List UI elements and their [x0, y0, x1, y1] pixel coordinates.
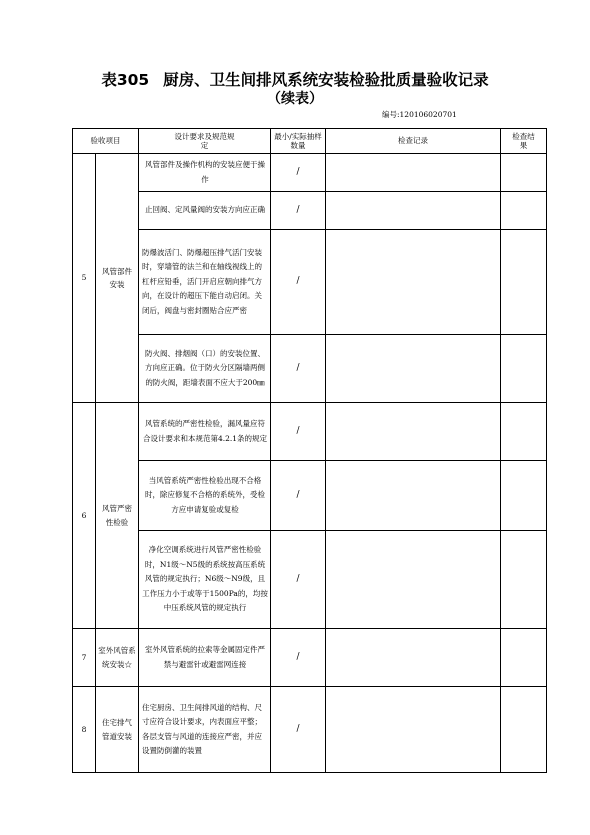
requirement-cell: 净化空调系统进行风管严密性检验时，N1级～N5级的系统按高压系统风管的规定执行；N6级～N9级，且工作压力小于或等于1500Pa的，均按中压系统风管的规定执行 — [139, 531, 271, 629]
record-cell[interactable] — [326, 192, 501, 230]
item-name — [96, 629, 139, 687]
table-row — [73, 230, 547, 335]
item-name-text: 室外风管系统安装☆ — [98, 646, 136, 669]
item-number: 8 — [73, 687, 96, 773]
result-cell[interactable] — [501, 531, 547, 629]
document-code: 编号:120106020701 — [382, 110, 457, 119]
item-number: 7 — [73, 629, 96, 687]
item-name — [96, 687, 139, 773]
item-number: 5 — [73, 154, 96, 403]
sample-cell: / — [271, 461, 326, 531]
document-subtitle: （续表） — [267, 91, 323, 107]
record-cell[interactable] — [326, 335, 501, 403]
table-row — [73, 403, 547, 461]
inspection-table — [72, 128, 547, 773]
sample-cell: / — [271, 230, 326, 335]
table-row — [73, 629, 547, 687]
record-cell[interactable] — [326, 629, 501, 687]
record-cell[interactable] — [326, 154, 501, 192]
result-cell[interactable] — [501, 230, 547, 335]
table-row — [73, 154, 547, 192]
requirement-cell: 风管部件及操作机构的安装应便于操作 — [139, 154, 271, 192]
record-cell[interactable] — [326, 403, 501, 461]
requirement-cell: 防火阀、排烟阀（口）的安装位置、方向应正确。位于防火分区隔墙两侧的防火阀，距墙表面不应大于200㎜ — [139, 335, 271, 403]
requirement-cell: 止回阀、定风量阀的安装方向应正确 — [139, 192, 271, 230]
header-requirement-text: 设计要求及规范规定 — [174, 131, 235, 150]
item-name-text: 风管部件安装 — [102, 266, 132, 289]
item-name-text: 住宅排气管道安装 — [102, 718, 132, 741]
title-text: 厨房、卫生间排风系统安装检验批质量验收记录 — [163, 71, 489, 89]
result-cell[interactable] — [501, 687, 547, 773]
requirement-cell: 风管系统的严密性检验，漏风量应符合设计要求和本规范第4.2.1条的规定 — [139, 403, 271, 461]
requirement-cell: 当风管系统严密性检验出现不合格时，除应修复不合格的系统外，受检方应申请复验或复检 — [139, 461, 271, 531]
table-row — [73, 461, 547, 531]
table-row — [73, 192, 547, 230]
requirement-cell: 室外风管系统的拉索等金属固定件严禁与避雷针或避雷网连接 — [139, 629, 271, 687]
item-name — [96, 154, 139, 403]
sample-cell: / — [271, 192, 326, 230]
table-header-row — [73, 129, 547, 154]
result-cell[interactable] — [501, 192, 547, 230]
result-cell[interactable] — [501, 403, 547, 461]
item-name — [96, 403, 139, 629]
header-sample-text: 最小/实际抽样数量 — [274, 131, 322, 150]
sample-cell: / — [271, 531, 326, 629]
record-cell[interactable] — [326, 230, 501, 335]
document-title — [0, 71, 590, 90]
sample-cell: / — [271, 629, 326, 687]
item-number: 6 — [73, 403, 96, 629]
sample-cell: / — [271, 687, 326, 773]
sample-cell: / — [271, 403, 326, 461]
record-cell[interactable] — [326, 461, 501, 531]
sample-cell: / — [271, 154, 326, 192]
sample-cell: / — [271, 335, 326, 403]
header-result-text: 检查结果 — [512, 131, 535, 150]
record-cell[interactable] — [326, 531, 501, 629]
item-name-text: 风管严密性检验 — [102, 504, 132, 527]
result-cell[interactable] — [501, 461, 547, 531]
table-row — [73, 335, 547, 403]
requirement-cell: 住宅厨房、卫生间排风道的结构、尺寸应符合设计要求，内表面应平整；各层支管与风道的连接应严密，并应设置防倒灌的装置 — [139, 687, 271, 773]
record-cell[interactable] — [326, 687, 501, 773]
header-requirement — [139, 129, 271, 154]
header-sample — [271, 129, 326, 154]
header-record: 检查记录 — [326, 129, 501, 154]
header-item: 验收项目 — [73, 129, 139, 154]
table-row — [73, 531, 547, 629]
result-cell[interactable] — [501, 629, 547, 687]
table-row — [73, 687, 547, 773]
result-cell[interactable] — [501, 154, 547, 192]
table-number: 表305 — [101, 71, 150, 89]
result-cell[interactable] — [501, 335, 547, 403]
requirement-cell: 防爆波活门、防爆超压排气活门安装时，穿墙管的法兰和在轴线视线上的杠杆应铅垂，活门开启应朝向排气方向，在设计的超压下能自动启闭。关闭后，阀盘与密封圈贴合应严密 — [139, 230, 271, 335]
header-result — [501, 129, 547, 154]
